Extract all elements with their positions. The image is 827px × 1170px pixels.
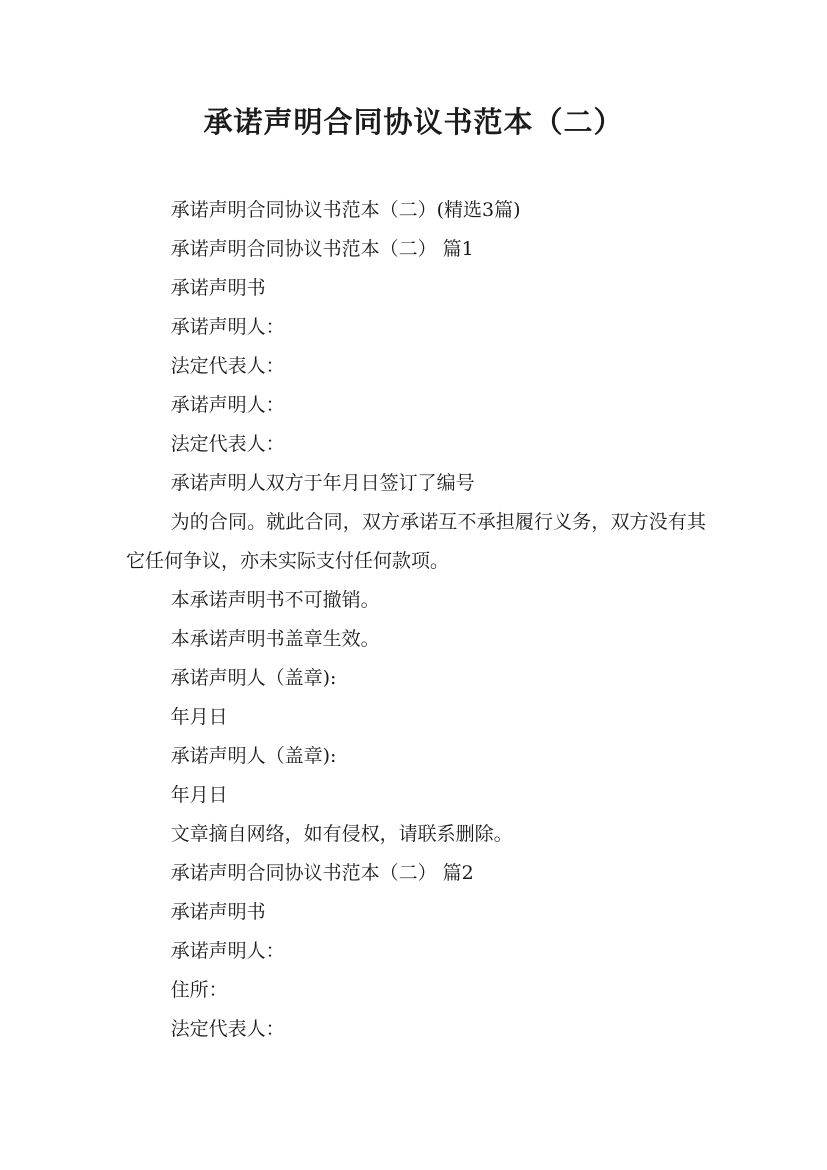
paragraph: 承诺声明书 xyxy=(170,901,266,923)
paragraph-source-note: 文章摘自网络，如有侵权，请联系删除。 xyxy=(170,823,513,845)
paragraph: 住所： xyxy=(170,979,228,1001)
paragraph: 承诺声明人（盖章): xyxy=(170,745,337,767)
paragraph: 承诺声明人（盖章): xyxy=(170,667,337,689)
paragraph: 法定代表人： xyxy=(170,433,285,455)
paragraph: 承诺声明书 xyxy=(170,277,266,299)
paragraph: 承诺声明人： xyxy=(170,940,285,962)
paragraph: 本承诺声明书不可撤销。 xyxy=(170,589,380,611)
paragraph-contract-statement: 为的合同。就此合同，双方承诺互不承担履行义务，双方没有其它任何争议，亦未实际支付任何款项。 xyxy=(126,511,706,572)
paragraph: 年月日 xyxy=(170,706,228,728)
document-body xyxy=(126,191,706,1049)
paragraph: 承诺声明人双方于年月日签订了编号 xyxy=(170,472,475,494)
section-heading-1: 承诺声明合同协议书范本（二） 篇1 xyxy=(170,238,474,260)
section-heading-2: 承诺声明合同协议书范本（二） 篇2 xyxy=(170,862,474,884)
paragraph-intro: 承诺声明合同协议书范本（二）(精选3篇) xyxy=(170,199,521,221)
paragraph: 本承诺声明书盖章生效。 xyxy=(170,628,380,650)
paragraph: 法定代表人： xyxy=(170,355,285,377)
paragraph: 承诺声明人： xyxy=(170,394,285,416)
paragraph: 承诺声明人： xyxy=(170,316,285,338)
document-title: 承诺声明合同协议书范本（二） xyxy=(203,105,624,139)
paragraph: 年月日 xyxy=(170,784,228,806)
paragraph: 法定代表人： xyxy=(170,1018,285,1040)
